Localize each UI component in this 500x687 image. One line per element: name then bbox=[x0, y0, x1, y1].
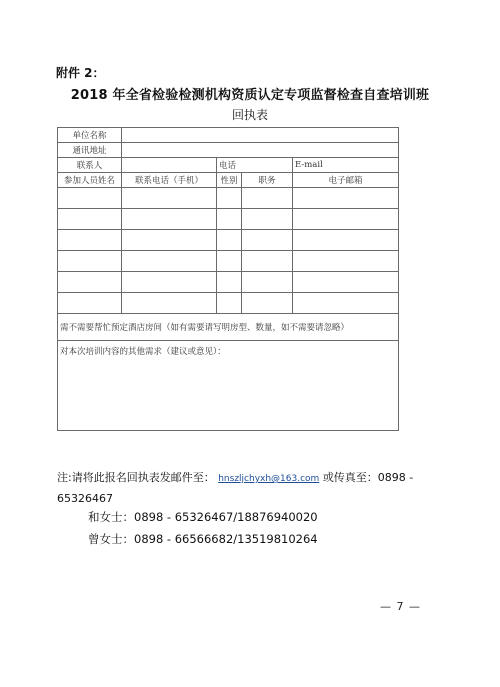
attachment-label: 附件 2： bbox=[56, 66, 105, 80]
attendee-email-cell[interactable] bbox=[293, 272, 399, 293]
attendee-row bbox=[58, 209, 399, 230]
attendee-gender-cell[interactable] bbox=[217, 188, 242, 209]
attendee-row bbox=[58, 293, 399, 314]
email-link[interactable]: hnszljchyxh@163.com bbox=[218, 474, 320, 484]
other-needs-cell[interactable]: 对本次培训内容的其他需求（建议或意见）： bbox=[58, 341, 399, 431]
attendee-position-cell[interactable] bbox=[242, 230, 293, 251]
registration-form-table bbox=[57, 127, 399, 431]
attendee-phone-cell[interactable] bbox=[122, 251, 217, 272]
attendee-email-cell[interactable] bbox=[293, 209, 399, 230]
fax-text: 或传真至：0898 - 65326467 bbox=[57, 471, 414, 505]
attendee-row bbox=[58, 272, 399, 293]
contact-person-label: 联系人 bbox=[58, 158, 122, 173]
attendee-position-cell[interactable] bbox=[242, 293, 293, 314]
attendee-email-cell[interactable] bbox=[293, 293, 399, 314]
attendee-position-cell[interactable] bbox=[242, 209, 293, 230]
email-label: E-mail bbox=[293, 158, 399, 173]
phone-label: 电话 bbox=[217, 158, 293, 173]
header-email: 电子邮箱 bbox=[293, 173, 399, 188]
attendee-position-cell[interactable] bbox=[242, 188, 293, 209]
attendee-phone-cell[interactable] bbox=[122, 209, 217, 230]
page-title: 2018 年全省检验检测机构资质认定专项监督检查自查培训班 bbox=[70, 88, 430, 103]
attendee-phone-cell[interactable] bbox=[122, 188, 217, 209]
attendee-email-cell[interactable] bbox=[293, 230, 399, 251]
header-gender: 性别 bbox=[217, 173, 242, 188]
attendee-gender-cell[interactable] bbox=[217, 251, 242, 272]
header-row bbox=[58, 173, 399, 188]
address-row bbox=[58, 143, 399, 158]
header-name: 参加人员姓名 bbox=[58, 173, 122, 188]
attendee-phone-cell[interactable] bbox=[122, 293, 217, 314]
unit-name-field[interactable] bbox=[122, 128, 399, 143]
attendee-email-cell[interactable] bbox=[293, 188, 399, 209]
contact-zeng: 曾女士：0898 - 66566682/13519810264 bbox=[88, 532, 318, 546]
unit-name-row bbox=[58, 128, 399, 143]
attendee-phone-cell[interactable] bbox=[122, 272, 217, 293]
attendee-row bbox=[58, 230, 399, 251]
attendee-name-cell[interactable] bbox=[58, 293, 122, 314]
attendee-name-cell[interactable] bbox=[58, 188, 122, 209]
page-subtitle: 回执表 bbox=[231, 108, 268, 122]
contact-he: 和女士：0898 - 65326467/18876940020 bbox=[88, 510, 318, 524]
note-prefix: 注:请将此报名回执表发邮件至： bbox=[57, 471, 215, 484]
attendee-name-cell[interactable] bbox=[58, 209, 122, 230]
attendee-gender-cell[interactable] bbox=[217, 293, 242, 314]
header-position: 职务 bbox=[242, 173, 293, 188]
address-label: 通讯地址 bbox=[58, 143, 122, 158]
header-phone: 联系电话（手机） bbox=[122, 173, 217, 188]
hotel-request-cell[interactable]: 需不需要帮忙预定酒店房间（如有需要请写明房型、数量，如不需要请忽略） bbox=[58, 314, 399, 341]
page-number: — 7 — bbox=[380, 600, 421, 613]
contact-person-field[interactable] bbox=[122, 158, 217, 173]
attendee-name-cell[interactable] bbox=[58, 230, 122, 251]
attendee-gender-cell[interactable] bbox=[217, 272, 242, 293]
attendee-name-cell[interactable] bbox=[58, 272, 122, 293]
attendee-position-cell[interactable] bbox=[242, 251, 293, 272]
needs-row bbox=[58, 341, 399, 431]
attendee-row bbox=[58, 188, 399, 209]
unit-name-label: 单位名称 bbox=[58, 128, 122, 143]
attendee-row bbox=[58, 251, 399, 272]
submission-note bbox=[57, 468, 447, 508]
hotel-row bbox=[58, 314, 399, 341]
attendee-position-cell[interactable] bbox=[242, 272, 293, 293]
attendee-phone-cell[interactable] bbox=[122, 230, 217, 251]
contact-row bbox=[58, 158, 399, 173]
address-field[interactable] bbox=[122, 143, 399, 158]
attendee-gender-cell[interactable] bbox=[217, 209, 242, 230]
attendee-name-cell[interactable] bbox=[58, 251, 122, 272]
attendee-gender-cell[interactable] bbox=[217, 230, 242, 251]
attendee-email-cell[interactable] bbox=[293, 251, 399, 272]
